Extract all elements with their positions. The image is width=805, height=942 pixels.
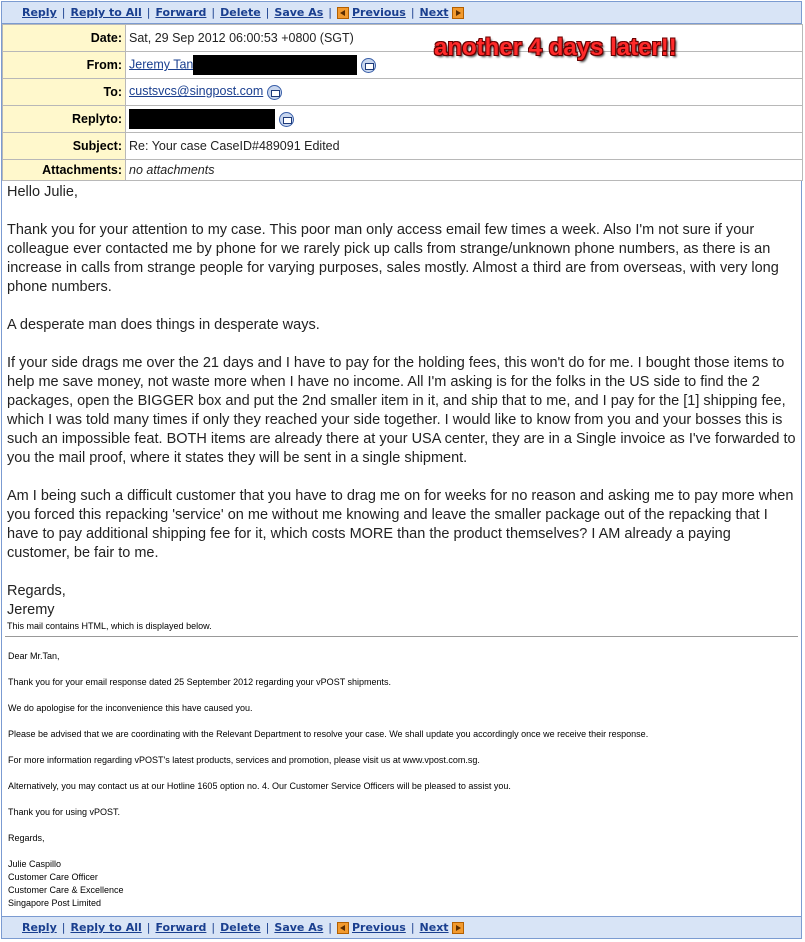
next-button[interactable]: Next bbox=[419, 6, 449, 19]
html-notice: This mail contains HTML, which is displayed below. bbox=[7, 621, 212, 631]
next-arrow-icon[interactable] bbox=[452, 7, 464, 19]
previous-button[interactable]: Previous bbox=[351, 6, 406, 19]
toolbar-separator: | bbox=[328, 921, 332, 934]
reply-all-button[interactable]: Reply to All bbox=[70, 921, 142, 934]
toolbar-separator: | bbox=[211, 6, 216, 19]
subject-value: Re: Your case CaseID#489091 Edited bbox=[126, 133, 803, 160]
quoted-line: For more information regarding vPOST's latest products, services and promotion, please visit us at www.vpost.com.sg. bbox=[8, 755, 480, 765]
to-address-link[interactable]: custsvcs@singpost.com bbox=[129, 84, 264, 99]
body-paragraph: If your side drags me over the 21 days and I have to pay for the holding fees, this won't do for me. I bought those items to help me save money, not waste more when I have no income. All I'm asking is for the folks in the US side to find the 2 packages, open the BIGGER box and put the 2nd smaller item in it, and ship that to me, and I pay for the [1] shipping fee, which I was told many times if only they reached your side together. I would like to know from you and your bosses this is such an impossible feat. BOTH items are already there at your USA center, they are in a Single invoice as I've forwarded to you the mail proof, where it states they will be sent in a single shipment. bbox=[7, 355, 796, 466]
date-label: Date: bbox=[3, 25, 126, 52]
subject-label: Subject: bbox=[3, 133, 126, 160]
reply-button[interactable]: Reply bbox=[22, 6, 57, 19]
date-value: Sat, 29 Sep 2012 06:00:53 +0800 (SGT) bbox=[126, 25, 803, 52]
next-arrow-icon[interactable] bbox=[452, 922, 464, 934]
previous-button[interactable]: Previous bbox=[351, 921, 406, 934]
to-field bbox=[126, 79, 803, 106]
toolbar-separator: | bbox=[146, 921, 151, 934]
reply-button[interactable]: Reply bbox=[22, 921, 57, 934]
redacted-replyto bbox=[129, 109, 275, 129]
toolbar-separator: | bbox=[265, 6, 270, 19]
attachments-label: Attachments: bbox=[3, 160, 126, 181]
signature-department: Customer Care & Excellence bbox=[8, 885, 124, 895]
toolbar-separator: | bbox=[328, 6, 332, 19]
signature-organization: Singapore Post Limited bbox=[8, 898, 102, 908]
greeting: Hello Julie, bbox=[7, 184, 78, 200]
previous-arrow-icon[interactable] bbox=[337, 7, 349, 19]
attachments-value: no attachments bbox=[126, 160, 803, 181]
next-button[interactable]: Next bbox=[419, 921, 449, 934]
quoted-line: Alternatively, you may contact us at our Hotline 1605 option no. 4. Our Customer Service Officers will be pleased to assist you. bbox=[8, 781, 511, 791]
quoted-line: We do apologise for the inconvenience this have caused you. bbox=[8, 703, 253, 713]
message-body bbox=[2, 181, 801, 620]
closing: Regards, bbox=[7, 583, 66, 599]
email-viewer bbox=[1, 1, 802, 939]
signature-name: Julie Caspillo bbox=[8, 859, 62, 869]
redacted-email bbox=[193, 55, 357, 75]
replyto-label: Replyto: bbox=[3, 106, 126, 133]
from-label: From: bbox=[3, 52, 126, 79]
save-as-button[interactable]: Save As bbox=[274, 6, 324, 19]
quoted-line: Please be advised that we are coordinating with the Relevant Department to resolve your case. We shall update you accordingly once we receive their response. bbox=[8, 729, 649, 739]
address-book-icon[interactable] bbox=[267, 85, 282, 100]
body-paragraph: Thank you for your attention to my case. This poor man only access email few times a week. Also I'm not sure if your colleague ever contacted me by phone for we rarely pick up calls from strange/unknown phone numbers, as there is an increase in calls from strange people for varying purposes, sales mostly. Almost a third are from overseas, with very long phone numbers. bbox=[7, 222, 779, 295]
address-book-icon[interactable] bbox=[361, 58, 376, 73]
toolbar-separator: | bbox=[410, 6, 415, 19]
body-paragraph: A desperate man does things in desperate ways. bbox=[7, 317, 320, 333]
quoted-line: Thank you for your email response dated 25 September 2012 regarding your vPOST shipments. bbox=[8, 677, 392, 687]
forward-button[interactable]: Forward bbox=[155, 6, 207, 19]
save-as-button[interactable]: Save As bbox=[274, 921, 324, 934]
toolbar-separator: | bbox=[211, 921, 216, 934]
toolbar-separator: | bbox=[61, 921, 66, 934]
quoted-salutation: Dear Mr.Tan, bbox=[8, 651, 60, 661]
quoted-html-message bbox=[2, 637, 801, 910]
replyto-field bbox=[126, 106, 803, 133]
address-book-icon[interactable] bbox=[279, 112, 294, 127]
toolbar-separator: | bbox=[146, 6, 151, 19]
toolbar-separator: | bbox=[410, 921, 415, 934]
from-name-link[interactable]: Jeremy Tan bbox=[129, 57, 194, 72]
message-header bbox=[2, 24, 803, 181]
toolbar-separator: | bbox=[61, 6, 66, 19]
forward-button[interactable]: Forward bbox=[155, 921, 207, 934]
previous-arrow-icon[interactable] bbox=[337, 922, 349, 934]
to-label: To: bbox=[3, 79, 126, 106]
signature-title: Customer Care Officer bbox=[8, 872, 98, 882]
top-toolbar bbox=[2, 2, 801, 24]
toolbar-separator: | bbox=[265, 921, 270, 934]
bottom-toolbar bbox=[2, 916, 801, 938]
delete-button[interactable]: Delete bbox=[220, 6, 261, 19]
reply-all-button[interactable]: Reply to All bbox=[70, 6, 142, 19]
quoted-regards: Regards, bbox=[8, 833, 45, 843]
quoted-line: Thank you for using vPOST. bbox=[8, 807, 121, 817]
body-paragraph: Am I being such a difficult customer that you have to drag me on for weeks for no reason and asking me to pay more when you forced this repacking 'service' on me without me knowing and leave the smaller package out of the repacking that I have to pay additional shipping fee for it, which costs MORE than the product themselves? I AM already a paying customer, be fair to me. bbox=[7, 488, 794, 561]
annotation-overlay: another 4 days later!! bbox=[434, 34, 677, 61]
signature: Jeremy bbox=[7, 602, 55, 618]
delete-button[interactable]: Delete bbox=[220, 921, 261, 934]
